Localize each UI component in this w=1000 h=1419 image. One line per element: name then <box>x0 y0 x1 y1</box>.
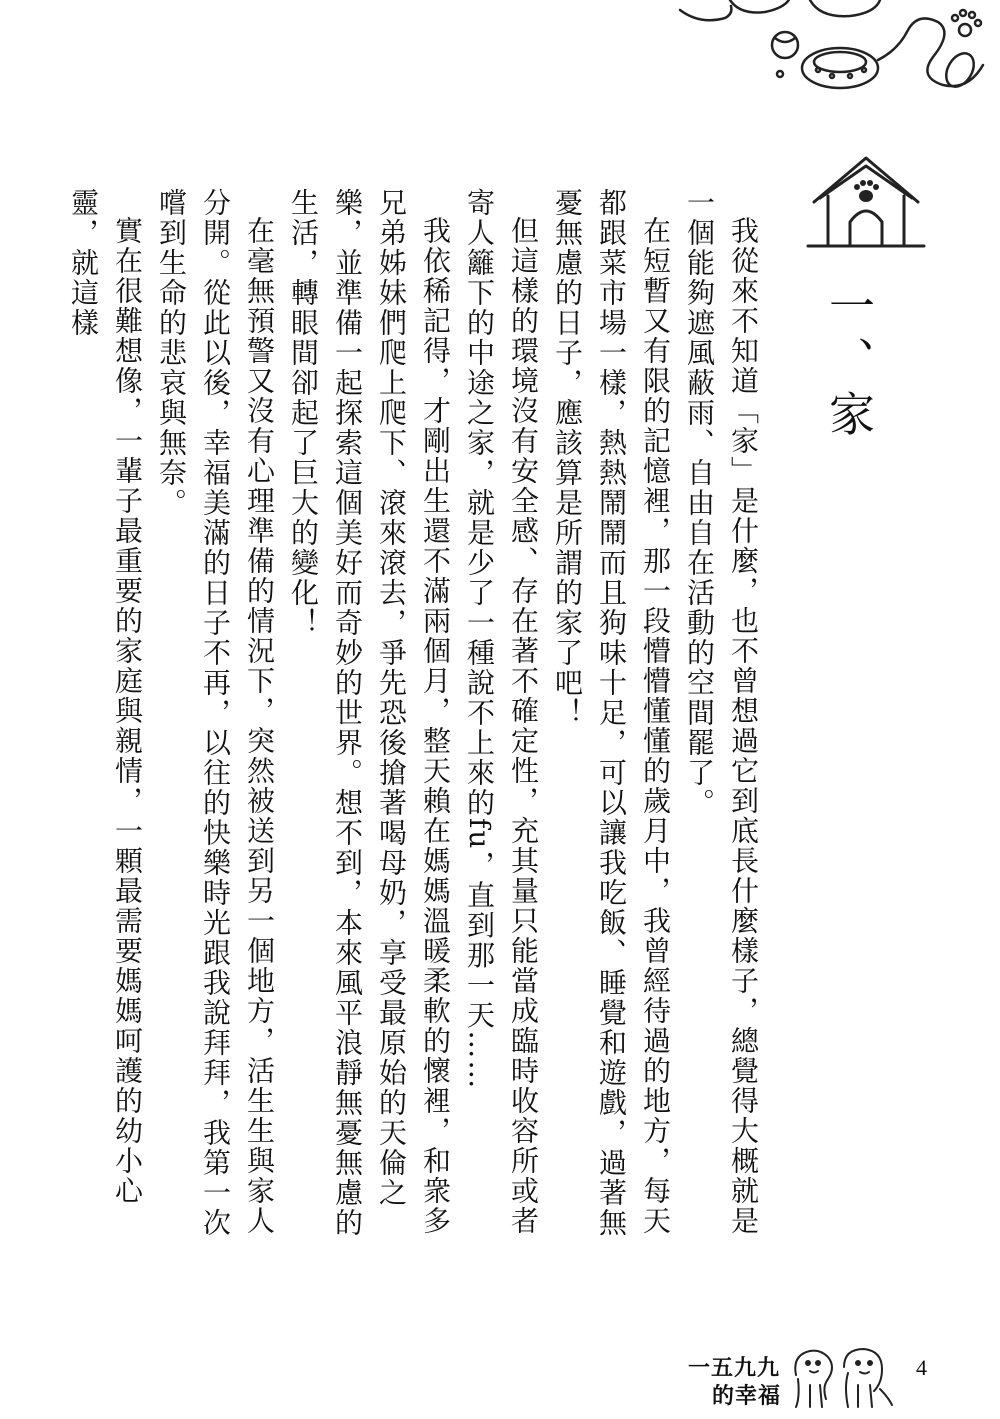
paragraph: 我從來不知道「家」是什麼，也不曾想過它到底長什麼樣子，總覺得大概就是一個能夠遮風蔽雨、自由自在活動的空間罷了。 <box>683 188 760 1236</box>
paragraph: 但這樣的環境沒有安全感、存在著不確定性，充其量只能當成臨時收容所或者寄人籬下的中途之家，就是少了一種說不上來的fu，直到那一天…… <box>463 188 540 1236</box>
page-footer <box>680 1345 980 1415</box>
paragraph: 我依稀記得，才剛出生還不滿兩個月，整天賴在媽媽溫暖柔軟的懷裡，和衆多兄弟姊妹們爬上爬下、滾來滾去，爭先恐後搶著喝母奶，享受最原始的天倫之樂，並準備一起探索這個美好而奇妙的世界。想不到，本來風平浪靜無憂無慮的生活，轉眼間卻起了巨大的變化！ <box>287 188 452 1238</box>
two-dogs-doodle-icon <box>788 1345 896 1411</box>
chapter-heading: 一、家 <box>822 282 876 444</box>
page-number: 4 <box>916 1355 927 1380</box>
paragraph: 實在很難想像，一輩子最重要的家庭與親情，一顆最需要媽媽呵護的幼小心靈，就這樣 <box>67 188 144 1206</box>
body-text <box>67 188 765 1248</box>
doghouse-icon <box>806 150 926 250</box>
book-title-line1: 一五九九 <box>688 1356 781 1381</box>
paragraph: 在毫無預警又沒有心理準備的情況下，突然被送到另一個地方，活生生與家人分開。從此以後，幸福美滿的日子不再，以往的快樂時光跟我說拜拜，我第一次嚐到生命的悲哀與無奈。 <box>155 188 276 1238</box>
paragraph: 在短暫又有限的記憶裡，那一段懵懵懂懂的歲月中，我曾經待過的地方，每天都跟菜市場一樣，熱熱鬧鬧而且狗味十足，可以讓我吃飯、睡覺和遊戲，過著無憂無慮的日子，應該算是所謂的家了吧！ <box>551 188 672 1238</box>
pet-supplies-doodle-icon <box>660 0 1000 110</box>
book-title-line2: 的幸福 <box>712 1384 782 1409</box>
